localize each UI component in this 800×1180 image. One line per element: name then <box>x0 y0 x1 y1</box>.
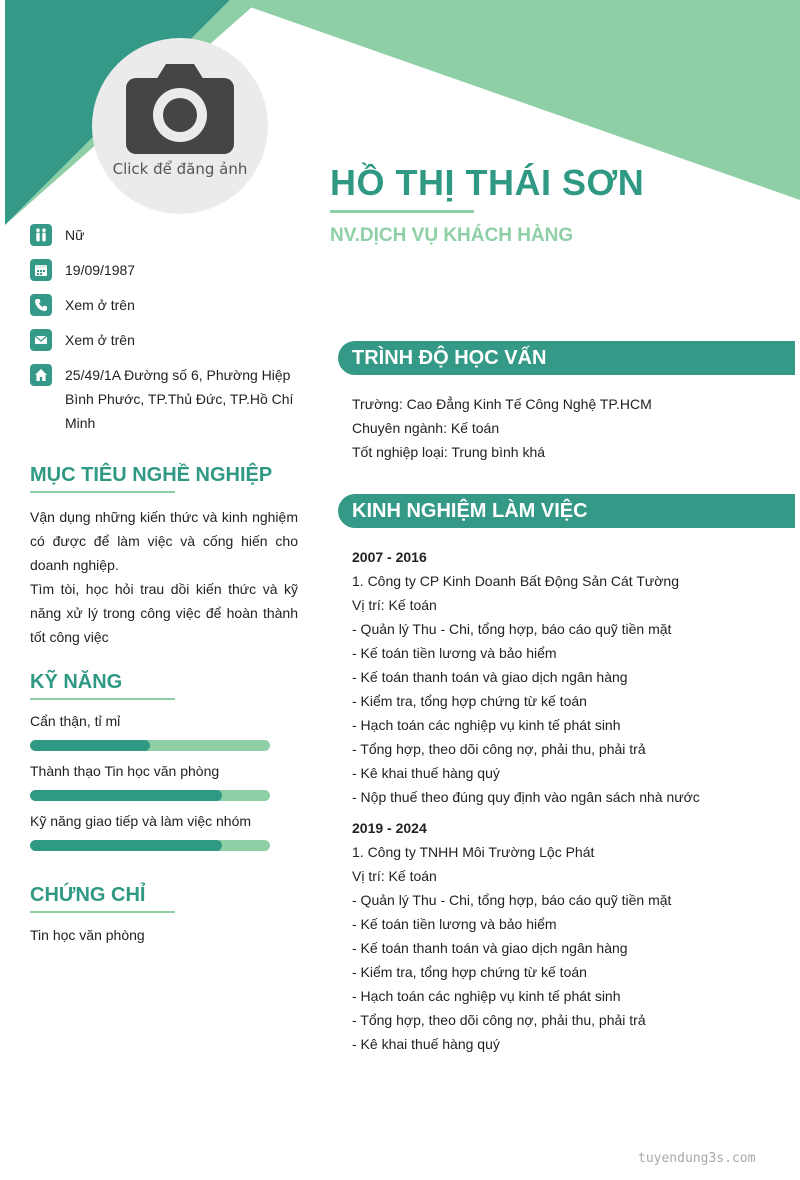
education-details <box>352 392 652 464</box>
contact-info <box>30 224 300 447</box>
job-duty: - Kiểm tra, tổng hợp chứng từ kế toán <box>352 964 587 980</box>
job-duty: - Kế toán tiền lương và bảo hiểm <box>352 645 557 661</box>
job-period: 2019 - 2024 <box>352 820 427 836</box>
contact-gender <box>30 224 300 247</box>
job-duty: - Kê khai thuế hàng quý <box>352 1036 500 1052</box>
calendar-icon <box>30 259 52 281</box>
email-value: Xem ở trên <box>65 332 135 348</box>
job-company: 1. Công ty TNHH Môi Trường Lộc Phát <box>352 844 595 860</box>
contact-phone <box>30 294 300 317</box>
job-entry <box>352 545 700 809</box>
skill-bar-fill <box>30 840 222 851</box>
job-duty: - Tổng hợp, theo dõi công nợ, phải thu, phải trả <box>352 741 646 757</box>
watermark: tuyendung3s.com <box>638 1151 756 1166</box>
phone-value: Xem ở trên <box>65 297 135 313</box>
objective-paragraph: Vận dụng những kiến thức và kinh nghiệm có được để làm việc và cống hiến cho doanh nghiệp. <box>30 509 298 573</box>
camera-icon <box>126 62 234 154</box>
job-entry <box>352 816 700 1056</box>
experience-title: KINH NGHIỆM LÀM VIỆC <box>338 494 795 528</box>
certificates-title: CHỨNG CHỈ <box>30 884 146 906</box>
job-duty: - Kê khai thuế hàng quý <box>352 765 500 781</box>
job-duty: - Quản lý Thu - Chi, tổng hợp, báo cáo quỹ tiền mặt <box>352 621 672 637</box>
candidate-position: NV.DỊCH VỤ KHÁCH HÀNG <box>330 225 574 246</box>
contact-email <box>30 329 300 352</box>
name-underline <box>330 210 474 213</box>
job-company: 1. Công ty CP Kinh Doanh Bất Động Sản Cát Tường <box>352 573 680 589</box>
contact-address <box>30 364 300 435</box>
job-duty: - Tổng hợp, theo dõi công nợ, phải thu, phải trả <box>352 1012 646 1028</box>
job-duty: - Hạch toán các nghiệp vụ kinh tế phát sinh <box>352 717 621 733</box>
gender-value: Nữ <box>65 227 85 243</box>
job-period: 2007 - 2016 <box>352 549 427 565</box>
certificate-item: Tin học văn phòng <box>30 927 145 943</box>
objective-title: MỤC TIÊU NGHỀ NGHIỆP <box>30 464 273 486</box>
home-icon <box>30 364 52 386</box>
skill-bar <box>30 840 270 851</box>
education-grade: Tốt nghiệp loại: Trung bình khá <box>352 444 546 460</box>
gender-icon <box>30 224 52 246</box>
skill-bar-fill <box>30 740 150 751</box>
candidate-name: HỒ THỊ THÁI SƠN <box>330 162 645 203</box>
address-value: 25/49/1A Đường số 6, Phường Hiệp Bình Phước, TP.Thủ Đức, TP.Hồ Chí Minh <box>65 367 294 431</box>
experience-list <box>352 545 700 1056</box>
contact-birthday <box>30 259 300 282</box>
skill-name: Thành thạo Tin học văn phòng <box>30 763 220 779</box>
objective-text <box>30 505 298 649</box>
job-duty: - Kế toán thanh toán và giao dịch ngân hàng <box>352 940 628 956</box>
job-duty: - Nộp thuế theo đúng quy định vào ngân sách nhà nước <box>352 789 700 805</box>
job-duty: - Hạch toán các nghiệp vụ kinh tế phát sinh <box>352 988 621 1004</box>
education-title: TRÌNH ĐỘ HỌC VẤN <box>338 341 795 375</box>
job-role: Vị trí: Kế toán <box>352 597 437 613</box>
skill-name: Cẩn thận, tỉ mỉ <box>30 713 121 729</box>
birthday-value: 19/09/1987 <box>65 262 136 278</box>
objective-paragraph: Tìm tòi, học hỏi trau dồi kiến thức và kỹ năng xử lý trong công việc để hoàn thành tốt công việc <box>30 581 298 645</box>
certificates-underline <box>30 911 175 913</box>
education-major: Chuyên ngành: Kế toán <box>352 420 500 436</box>
job-duty: - Kế toán thanh toán và giao dịch ngân hàng <box>352 669 628 685</box>
avatar-upload[interactable] <box>92 38 268 214</box>
skill-bar-fill <box>30 790 222 801</box>
mail-icon <box>30 329 52 351</box>
objective-underline <box>30 491 175 493</box>
skill-name: Kỹ năng giao tiếp và làm việc nhóm <box>30 813 252 829</box>
skill-bar <box>30 790 270 801</box>
job-duty: - Kế toán tiền lương và bảo hiểm <box>352 916 557 932</box>
avatar-caption: Click để đăng ảnh <box>112 160 248 178</box>
job-role: Vị trí: Kế toán <box>352 868 437 884</box>
education-school: Trường: Cao Đẳng Kinh Tế Công Nghệ TP.HCM <box>352 396 652 412</box>
job-duty: - Quản lý Thu - Chi, tổng hợp, báo cáo quỹ tiền mặt <box>352 892 672 908</box>
skills-title: KỸ NĂNG <box>30 671 123 693</box>
phone-icon <box>30 294 52 316</box>
skill-bar <box>30 740 270 751</box>
job-duty: - Kiểm tra, tổng hợp chứng từ kế toán <box>352 693 587 709</box>
skills-underline <box>30 698 175 700</box>
